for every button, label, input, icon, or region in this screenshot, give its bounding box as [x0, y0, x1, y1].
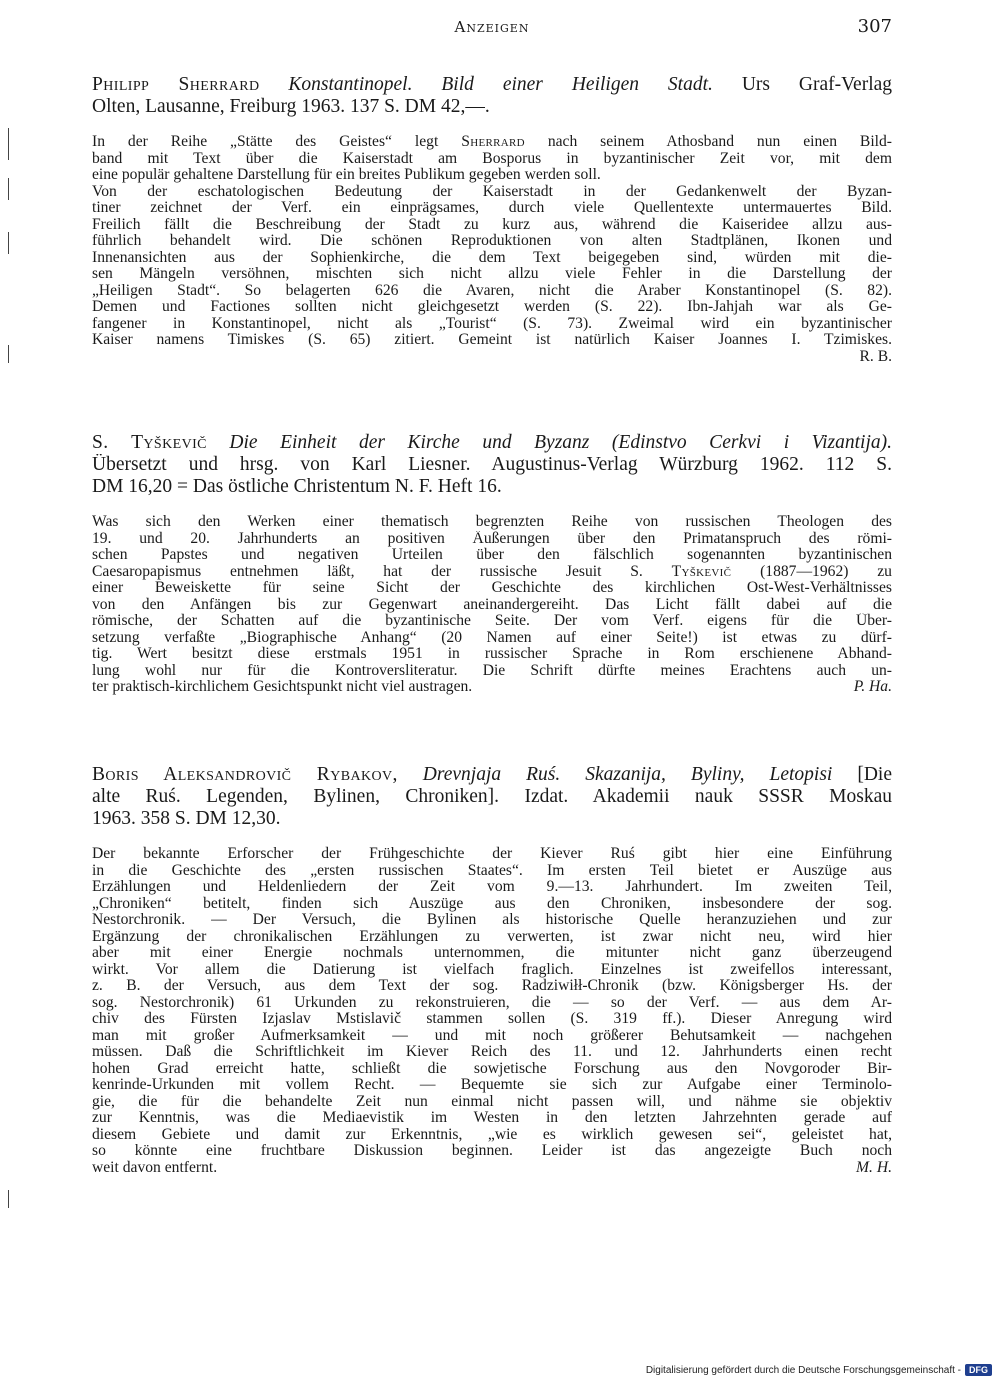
margin-mark: [8, 1190, 9, 1208]
review-title: Die Einheit der Kirche und Byzanz (Edinstvo Cerkvi i Vizantija).: [229, 432, 892, 453]
review-body: [92, 514, 892, 696]
body-line: sen Mängeln versöhnen, mischten sich nicht allzu viele Fehler in die Darstellung der: [92, 266, 892, 282]
running-title: Anzeigen: [454, 18, 530, 36]
review-title: Konstantinopel. Bild einer Heiligen Stadt.: [288, 74, 713, 95]
reviewer-signature: P. Ha.: [853, 678, 892, 695]
body-line: band mit Text über die Kaiserstadt am Bosporus in byzantinischer Zeit vor, mit dem: [92, 150, 892, 167]
review-rybakov: [92, 764, 892, 1176]
body-line: so könnte eine fruchtbare Diskussion beginnen. Leider ist das angezeigte Buch noch: [92, 1143, 892, 1159]
review-sherrard: [92, 74, 892, 365]
body-line: zur Kenntnis, was die Mediaevistik im Westen in den letzten Jahrzehnten gerade auf: [92, 1110, 892, 1126]
review-title: Drevnjaja Ruś. Skazanija, Byliny, Letopisi: [422, 764, 833, 785]
review-publication-line: alte Ruś. Legenden, Bylinen, Chroniken]. Izdat. Akademii nauk SSSR Moskau: [92, 786, 892, 807]
body-line: fangener in Konstantinopel, nicht als „Tourist“ (S. 73). Zweimal wird ein byzantinischer: [92, 315, 892, 332]
review-body: [92, 846, 892, 1176]
body-line: Caesaropapismus entnehmen läßt, hat der russische Jesuit S. Tyškevič (1887—1962) zu: [92, 563, 892, 580]
review-heading: [92, 432, 892, 498]
review-heading: [92, 74, 892, 118]
body-line: Freilich fällt die Beschreibung der Stadt zu kurz aus, während die Kaiseridee allzu aus-: [92, 216, 892, 233]
page-number: 307: [857, 16, 892, 37]
review-publisher: Urs Graf-Verlag: [741, 74, 892, 95]
body-line: von den Anfängen bis zur Gegenwart aneinandergereiht. Das Licht fällt dabei auf die: [92, 596, 892, 613]
body-line: müssen. Daß die Schriftlichkeit im Kiever Reich des 11. und 12. Jahrhunderts einen recht: [92, 1044, 892, 1060]
review-publication-line: 1963. 358 S. DM 12,30.: [92, 808, 281, 829]
body-line: römische, der Schatten auf die byzantinische Seite. Der vom Verf. eigens für die Über-: [92, 613, 892, 629]
body-line: weit davon entfernt. M. H.: [92, 1158, 892, 1176]
body-line: eine populär gehaltene Darstellung für ein breites Publikum gegeben werden soll.: [92, 167, 601, 183]
review-author: Philipp Sherrard: [92, 74, 260, 95]
review-tyskevic: [92, 432, 892, 696]
body-line: setzung verfaßte „Biographische Anhang“ (20 Namen auf einer Seite!) ist etwas zu dürf-: [92, 629, 892, 646]
body-line: „Heiligen Stadt“. So belagerten 626 die Avaren, nicht die Araber Konstantinopel (S. 82).: [92, 282, 892, 299]
body-line: aber mit einer Energie nochmals unternommen, die mitunter nicht ganz überzeugend: [92, 945, 892, 961]
body-line: Demen und Factiones sollten nicht gleichgesetzt werden (S. 22). Ibn-Jahjah war als Ge-: [92, 299, 892, 315]
body-line: chiv des Fürsten Izjaslav Mstislavič stammen sollen (S. 319 ff.). Dieser Anregung wird: [92, 1011, 892, 1027]
body-line: Innenansichten aus der Sophienkirche, die dem Text beigegeben sind, würden mit die-: [92, 249, 892, 266]
body-line: lung wohl nur für die Kontroversliteratur. Die Schrift dürfte meines Erachtens auch un-: [92, 662, 892, 679]
body-line: Was sich den Werken einer thematisch begrenzten Reihe von russischen Theologen des: [92, 514, 892, 530]
body-line: Kaiser namens Timiskes (S. 65) zitiert. Gemeint ist natürlich Kaiser Joannes I. Tzimiskes.: [92, 332, 892, 348]
body-line: „Chroniken“ betitelt, finden sich Auszüge aus den Chroniken, insbesondere der sog.: [92, 895, 892, 912]
review-heading: Boris Aleksandrovič Rybakov, Drevnjaja Ruś. Skazanija, Byliny, Letopisi [Die alte Ruś. Legenden, Bylinen, Chroniken]. Izdat. Akademii nauk SSSR Moskau 1963. 358 S. DM 12,30.: [92, 764, 892, 829]
body-line: Ergänzung der chronikalischen Erzählungen zu verwerten, ist zwar nicht neu, wird hier: [92, 928, 892, 945]
body-line: tiner zeichnet der Verf. ein einprägsames, durch viele Quellentexte untermauertes Bild.: [92, 200, 892, 216]
body-line: hohen Grad erreicht hatte, schließt die sowjetische Forschung aus den Novgoroder Bir-: [92, 1060, 892, 1077]
body-line: Von der eschatologischen Bedeutung der Kaiserstadt in der Gedankenwelt der Byzan-: [92, 183, 892, 200]
body-line: einer Beweiskette für seine Sicht der Geschichte des kirchlichen Ost-West-Verhältnisses: [92, 580, 892, 596]
body-line: Erzählungen und Heldenliedern der Zeit vom 9.—13. Jahrhundert. Im zweiten Teil,: [92, 879, 892, 895]
review-publication-line: Übersetzt und hrsg. von Karl Liesner. Augustinus-Verlag Würzburg 1962. 112 S.: [92, 454, 892, 475]
margin-mark: [8, 178, 9, 200]
review-author: S. Tyškevič: [92, 432, 207, 453]
review-author: Boris Aleksandrovič Rybakov,: [92, 764, 398, 785]
body-line: Nestorchronik. — Der Versuch, die Bylinen als historische Quelle heranzuziehen und zur: [92, 912, 892, 928]
body-line: führlich behandelt wird. Die schönen Reproduktionen von alten Stadtplänen, Ikonen und: [92, 233, 892, 249]
running-header: [92, 16, 892, 42]
reviewer-signature: R. B.: [859, 347, 892, 365]
review-body: [92, 134, 892, 365]
reviewer-signature: M. H.: [856, 1158, 892, 1176]
body-line: Der bekannte Erforscher der Frühgeschichte der Kiever Ruś gibt hier eine Einführung: [92, 846, 892, 862]
body-line: in die Geschichte des „ersten russischen Staates“. Im ersten Teil bietet er Auszüge aus: [92, 862, 892, 879]
body-line: 19. und 20. Jahrhunderts an positiven Äußerungen über den Primatanspruch des römi-: [92, 530, 892, 547]
body-line: gie, die für die behandelte Zeit nun einmal nicht passen will, und nähme sie objektiv: [92, 1093, 892, 1110]
body-line: kenrinde-Urkunden mit vollem Recht. — Bequemte sie sich zur Aufgabe einer Terminolo-: [92, 1077, 892, 1093]
margin-mark: [8, 232, 9, 254]
body-line: schen Papstes und negativen Urteilen über den fälschlich sogenannten byzantinischen: [92, 547, 892, 563]
review-publication-line: Olten, Lausanne, Freiburg 1963. 137 S. DM 42,—.: [92, 96, 490, 117]
body-line: man mit großer Aufmerksamkeit — und mit noch größerer Behutsamkeit — nachgehen: [92, 1027, 892, 1044]
review-publication-line: DM 16,20 = Das östliche Christentum N. F. Heft 16.: [92, 476, 502, 497]
credit-text: Digitalisierung gefördert durch die Deutsche Forschungsgemeinschaft -: [645, 1364, 961, 1376]
body-line: tig. Wert besitzt diese erstmals 1951 in russischer Sprache in Rom erschienene Abhand-: [92, 646, 892, 662]
dfg-logo: DFG: [965, 1364, 992, 1376]
margin-mark: [8, 345, 9, 363]
body-line: sog. Nestorchronik) 61 Urkunden zu rekonstruieren, die — so der Verf. — aus dem Ar-: [92, 994, 892, 1011]
body-line: z. B. der Versuch, aus dem Text der sog. Radziwiłł-Chronik (bzw. Königsberger Hs. der: [92, 978, 892, 994]
body-line: ter praktisch-kirchlichem Gesichtspunkt nicht viel austragen. P. Ha.: [92, 678, 892, 695]
body-line: wirkt. Vor allem die Datierung ist vielfach fraglich. Einzelnes ist zweifellos interessant,: [92, 961, 892, 978]
margin-mark: [8, 128, 9, 160]
body-line: In der Reihe „Stätte des Geistes“ legt Sherrard nach seinem Athosband nun einen Bild-: [92, 134, 892, 150]
digitization-credit: [646, 1362, 992, 1378]
body-line: diesem Gebiete und damit zur Erkenntnis, „wie es wirklich gewesen sei“, geleistet hat,: [92, 1126, 892, 1143]
